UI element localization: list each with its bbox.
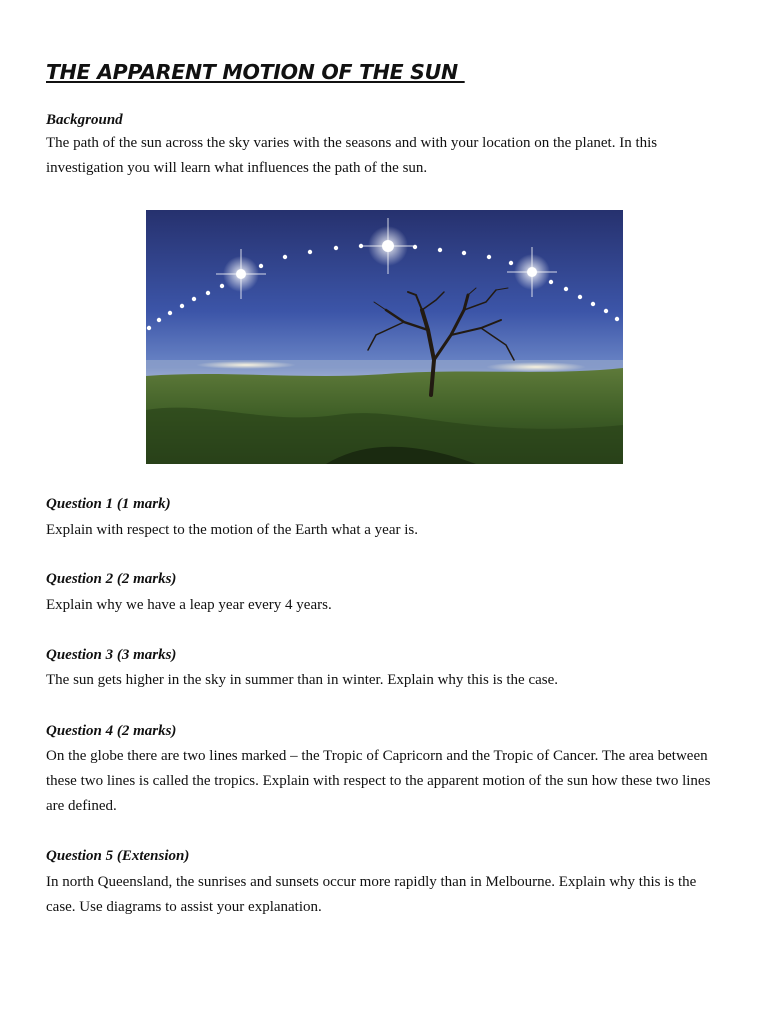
question-4-heading: Question 4 (2 marks)	[46, 723, 177, 739]
question-5-text: In north Queensland, the sunrises and sunsets occur more rapidly than in Melbourne. Explain why this is the case. Use diagrams to assist your explanation.	[46, 874, 697, 916]
question-3-text: The sun gets higher in the sky in summer than in winter. Explain why this is the case.	[46, 672, 558, 688]
page-title: THE APPARENT MOTION OF THE SUN	[46, 60, 465, 84]
question-1-heading: Question 1 (1 mark)	[46, 496, 171, 512]
question-5-heading: Question 5 (Extension)	[46, 848, 190, 864]
question-2-text: Explain why we have a leap year every 4 years.	[46, 597, 332, 613]
question-3-heading: Question 3 (3 marks)	[46, 647, 177, 663]
horizon-glare-right	[486, 362, 586, 372]
question-4-text: On the globe there are two lines marked – the Tropic of Capricorn and the Tropic of Cancer. The area between these two lines is called the tropics. Explain with respect to the apparent motion of the sun how these two lines are defined.	[46, 748, 711, 815]
background-text: The path of the sun across the sky varies with the seasons and with your location on the planet. In this investigation you will learn what influences the path of the sun.	[46, 135, 658, 177]
horizon-glare-left	[196, 361, 296, 369]
question-2-heading: Question 2 (2 marks)	[46, 571, 177, 587]
background-heading: Background	[46, 112, 123, 128]
question-1-text: Explain with respect to the motion of the Earth what a year is.	[46, 522, 418, 538]
sun-path-photo	[146, 210, 623, 464]
